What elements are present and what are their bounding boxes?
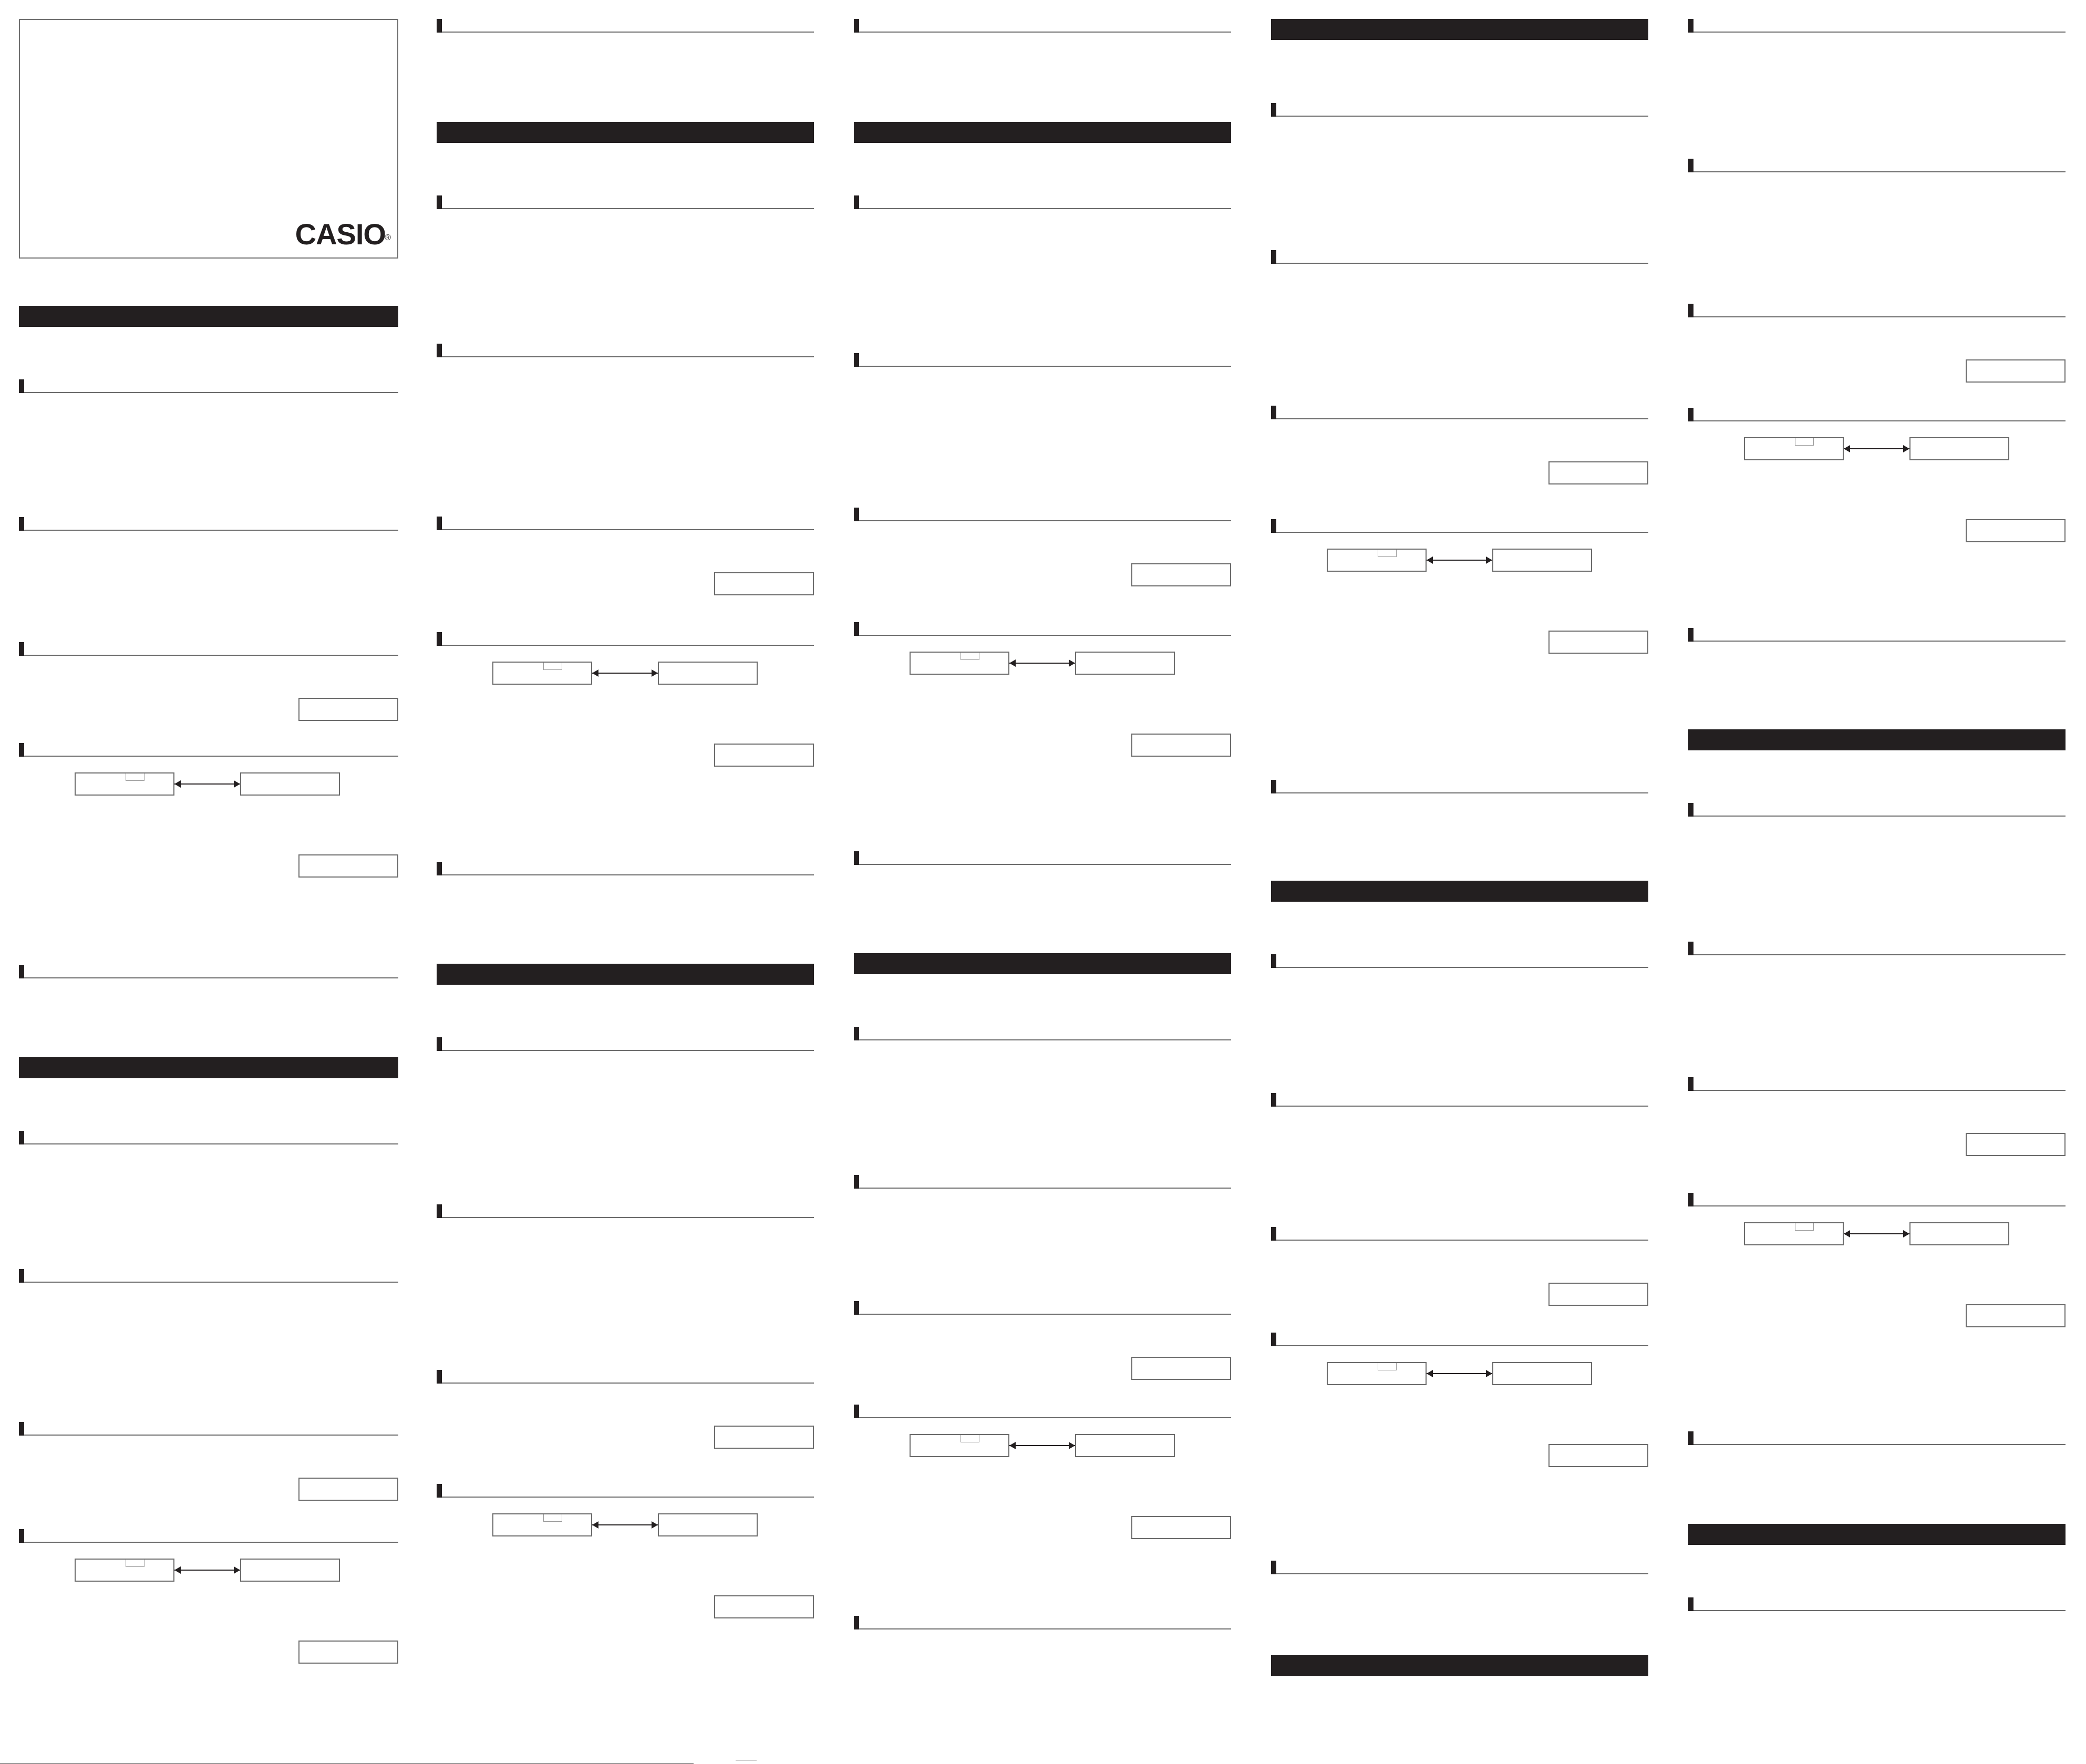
subsection-heading	[19, 1269, 398, 1283]
display-indicator	[126, 773, 144, 781]
heading-marker	[1688, 1193, 1693, 1206]
display-mode-diagram	[910, 1434, 1175, 1457]
heading-rule	[24, 655, 398, 656]
subsection-heading	[1271, 250, 1648, 264]
heading-rule	[24, 1542, 398, 1543]
display-box-right	[1492, 1362, 1592, 1385]
heading-marker	[1271, 1227, 1276, 1241]
display-box-right	[240, 772, 340, 796]
display-indicator	[1378, 1363, 1397, 1370]
display-example-box	[714, 744, 814, 767]
heading-rule	[442, 32, 814, 33]
display-box-left	[910, 1434, 1009, 1457]
section-title-bar	[1271, 881, 1648, 902]
subsection-heading	[437, 517, 814, 530]
heading-rule	[859, 208, 1231, 209]
heading-rule	[1693, 171, 2066, 172]
subsection-heading	[1271, 103, 1648, 117]
display-box-left	[1744, 1222, 1844, 1245]
heading-rule	[24, 1143, 398, 1144]
display-mode-diagram	[492, 662, 758, 685]
heading-marker	[854, 353, 859, 367]
subsection-heading	[854, 1405, 1231, 1418]
heading-rule	[859, 1628, 1231, 1629]
display-mode-diagram	[1744, 1222, 2009, 1245]
double-arrow-icon	[1844, 1233, 1909, 1234]
heading-marker	[437, 19, 442, 33]
subsection-heading	[19, 965, 398, 978]
heading-marker	[437, 1204, 442, 1218]
heading-marker	[1688, 803, 1693, 817]
display-example-box	[1131, 563, 1231, 586]
display-example-box	[1131, 734, 1231, 757]
heading-marker	[854, 622, 859, 636]
heading-marker	[1688, 628, 1693, 642]
heading-marker	[1688, 1597, 1693, 1611]
heading-marker	[19, 642, 24, 656]
heading-marker	[854, 851, 859, 865]
display-box-left	[1744, 437, 1844, 460]
heading-rule	[24, 392, 398, 393]
subsection-heading	[437, 344, 814, 357]
subsection-heading	[854, 851, 1231, 865]
display-mode-diagram	[1327, 1362, 1592, 1385]
heading-marker	[19, 379, 24, 393]
display-indicator	[961, 653, 979, 660]
display-example-box	[1131, 1516, 1231, 1539]
subsection-heading	[1271, 954, 1648, 968]
heading-marker	[437, 344, 442, 357]
cover-panel	[19, 19, 398, 259]
subsection-heading	[854, 353, 1231, 367]
heading-rule	[859, 1417, 1231, 1418]
section-title-bar	[1688, 729, 2066, 750]
registered-mark: ®	[385, 233, 391, 242]
heading-marker	[1271, 103, 1276, 117]
heading-marker	[854, 1405, 859, 1418]
heading-marker	[1271, 780, 1276, 793]
subsection-heading	[854, 195, 1231, 209]
subsection-heading	[437, 1484, 814, 1498]
heading-rule	[442, 874, 814, 875]
subsection-heading	[19, 1131, 398, 1144]
heading-marker	[1688, 1431, 1693, 1445]
heading-rule	[859, 1314, 1231, 1315]
double-arrow-icon	[1009, 663, 1075, 664]
heading-marker	[437, 517, 442, 530]
display-indicator	[543, 663, 562, 670]
display-example-box	[298, 854, 398, 878]
heading-marker	[1271, 406, 1276, 419]
section-title-bar	[854, 122, 1231, 143]
section-title-bar	[854, 953, 1231, 974]
heading-marker	[1271, 250, 1276, 264]
display-mode-diagram	[75, 772, 340, 796]
subsection-heading	[19, 517, 398, 531]
subsection-heading	[854, 19, 1231, 33]
subsection-heading	[19, 642, 398, 656]
display-indicator	[1795, 438, 1814, 446]
subsection-heading	[437, 1370, 814, 1384]
subsection-heading	[1271, 519, 1648, 533]
heading-marker	[854, 508, 859, 521]
heading-marker	[1271, 1093, 1276, 1107]
display-mode-diagram	[75, 1559, 340, 1582]
heading-rule	[1276, 1240, 1648, 1241]
display-example-box	[1548, 1283, 1648, 1306]
heading-marker	[1271, 1561, 1276, 1574]
casio-logo: CASIO	[295, 218, 386, 251]
heading-marker	[1688, 19, 1693, 33]
subsection-heading	[1271, 1333, 1648, 1346]
section-title-bar	[437, 122, 814, 143]
display-box-left	[492, 1513, 592, 1536]
display-box-left	[1327, 549, 1427, 572]
heading-marker	[854, 1616, 859, 1629]
section-title-bar	[1271, 19, 1648, 40]
subsection-heading	[1271, 780, 1648, 793]
heading-rule	[859, 1188, 1231, 1189]
subsection-heading	[19, 379, 398, 393]
heading-marker	[437, 1484, 442, 1498]
subsection-heading	[1688, 304, 2066, 317]
subsection-heading	[854, 1301, 1231, 1315]
heading-marker	[437, 195, 442, 209]
display-example-box	[298, 1478, 398, 1501]
heading-rule	[442, 1383, 814, 1384]
display-example-box	[714, 1595, 814, 1618]
double-arrow-icon	[1009, 1445, 1075, 1446]
subsection-heading	[854, 1175, 1231, 1189]
heading-rule	[442, 529, 814, 530]
subsection-heading	[854, 622, 1231, 636]
heading-marker	[854, 195, 859, 209]
heading-marker	[19, 517, 24, 531]
display-box-right	[1075, 1434, 1175, 1457]
subsection-heading	[1688, 1077, 2066, 1091]
heading-rule	[1693, 954, 2066, 955]
heading-marker	[19, 1422, 24, 1436]
heading-rule	[1276, 532, 1648, 533]
display-box-left	[910, 652, 1009, 675]
subsection-heading	[437, 195, 814, 209]
subsection-heading	[1688, 19, 2066, 33]
display-box-right	[658, 662, 758, 685]
display-example-box	[1548, 631, 1648, 654]
heading-marker	[1271, 519, 1276, 533]
subsection-heading	[1688, 942, 2066, 955]
heading-marker	[854, 1301, 859, 1315]
display-box-left	[492, 662, 592, 685]
double-arrow-icon	[592, 673, 658, 674]
section-title-bar	[19, 1057, 398, 1078]
heading-rule	[1276, 116, 1648, 117]
subsection-heading	[437, 1204, 814, 1218]
display-box-left	[75, 1559, 174, 1582]
subsection-heading	[19, 1529, 398, 1543]
subsection-heading	[19, 1422, 398, 1436]
display-mode-diagram	[910, 652, 1175, 675]
heading-rule	[1693, 32, 2066, 33]
display-mode-diagram	[492, 1513, 758, 1536]
heading-marker	[19, 1269, 24, 1283]
display-mode-diagram	[1744, 437, 2009, 460]
heading-marker	[1271, 954, 1276, 968]
subsection-heading	[1688, 1193, 2066, 1206]
heading-marker	[854, 1027, 859, 1040]
subsection-heading	[1688, 628, 2066, 642]
heading-rule	[1693, 816, 2066, 817]
heading-rule	[442, 1497, 814, 1498]
display-box-left	[1327, 1362, 1427, 1385]
display-example-box	[714, 572, 814, 595]
heading-marker	[437, 1370, 442, 1384]
heading-rule	[1276, 1345, 1648, 1346]
double-arrow-icon	[174, 783, 240, 785]
subsection-heading	[854, 508, 1231, 521]
heading-rule	[1276, 967, 1648, 968]
section-title-bar	[1271, 1655, 1648, 1676]
display-box-right	[240, 1559, 340, 1582]
display-example-box	[1131, 1357, 1231, 1380]
heading-marker	[854, 1175, 859, 1189]
display-indicator	[961, 1435, 979, 1442]
display-example-box	[1966, 359, 2066, 383]
heading-rule	[1276, 1573, 1648, 1574]
heading-rule	[859, 864, 1231, 865]
heading-rule	[1693, 1090, 2066, 1091]
section-title-bar	[1688, 1524, 2066, 1545]
heading-rule	[1276, 418, 1648, 419]
double-arrow-icon	[1427, 1373, 1492, 1374]
display-box-right	[1075, 652, 1175, 675]
heading-rule	[1693, 1444, 2066, 1445]
display-example-box	[1548, 1444, 1648, 1467]
display-indicator	[1378, 550, 1397, 557]
heading-rule	[24, 756, 398, 757]
heading-marker	[1688, 942, 1693, 955]
display-example-box	[714, 1426, 814, 1449]
section-title-bar	[437, 964, 814, 985]
subsection-heading	[1688, 1597, 2066, 1611]
heading-rule	[442, 645, 814, 646]
heading-marker	[19, 743, 24, 757]
heading-rule	[1276, 263, 1648, 264]
heading-marker	[19, 965, 24, 978]
display-example-box	[1966, 1304, 2066, 1327]
display-example-box	[1966, 519, 2066, 542]
heading-marker	[1688, 1077, 1693, 1091]
heading-rule	[442, 1050, 814, 1051]
heading-rule	[1693, 641, 2066, 642]
heading-rule	[859, 366, 1231, 367]
heading-marker	[437, 632, 442, 646]
heading-rule	[1276, 1106, 1648, 1107]
heading-rule	[1693, 316, 2066, 317]
subsection-heading	[437, 1037, 814, 1051]
heading-rule	[442, 208, 814, 209]
display-indicator	[126, 1560, 144, 1567]
heading-marker	[1688, 304, 1693, 317]
display-box-right	[1909, 437, 2009, 460]
display-mode-diagram	[1327, 549, 1592, 572]
subsection-heading	[437, 862, 814, 875]
double-arrow-icon	[592, 1524, 658, 1525]
heading-marker	[854, 19, 859, 33]
display-box-right	[658, 1513, 758, 1536]
display-example-box	[1548, 461, 1648, 484]
heading-marker	[437, 1037, 442, 1051]
subsection-heading	[1688, 803, 2066, 817]
heading-marker	[1688, 408, 1693, 421]
subsection-heading	[1271, 1093, 1648, 1107]
subsection-heading	[1271, 1561, 1648, 1574]
subsection-heading	[437, 19, 814, 33]
subsection-heading	[1688, 159, 2066, 172]
double-arrow-icon	[1844, 448, 1909, 449]
heading-marker	[437, 862, 442, 875]
heading-marker	[19, 1529, 24, 1543]
heading-rule	[1693, 1610, 2066, 1611]
heading-rule	[1693, 420, 2066, 421]
section-title-bar	[19, 306, 398, 327]
heading-rule	[442, 356, 814, 357]
heading-rule	[442, 1217, 814, 1218]
display-example-box	[298, 698, 398, 721]
subsection-heading	[437, 632, 814, 646]
subsection-heading	[1688, 408, 2066, 421]
heading-rule	[859, 520, 1231, 521]
display-box-right	[1492, 549, 1592, 572]
heading-rule	[24, 1282, 398, 1283]
subsection-heading	[854, 1616, 1231, 1629]
display-example-box	[298, 1641, 398, 1664]
heading-rule	[1276, 792, 1648, 793]
heading-marker	[1688, 159, 1693, 172]
display-indicator	[1795, 1223, 1814, 1231]
display-example-box	[1966, 1133, 2066, 1156]
heading-rule	[859, 1039, 1231, 1040]
heading-rule	[24, 977, 398, 978]
heading-rule	[24, 530, 398, 531]
heading-marker	[1271, 1333, 1276, 1346]
double-arrow-icon	[1427, 560, 1492, 561]
display-box-left	[75, 772, 174, 796]
heading-rule	[859, 32, 1231, 33]
subsection-heading	[19, 743, 398, 757]
double-arrow-icon	[174, 1570, 240, 1571]
heading-rule	[24, 1435, 398, 1436]
subsection-heading	[1271, 1227, 1648, 1241]
subsection-heading	[1688, 1431, 2066, 1445]
subsection-heading	[1271, 406, 1648, 419]
heading-marker	[19, 1131, 24, 1144]
heading-rule	[859, 635, 1231, 636]
display-indicator	[543, 1514, 562, 1522]
heading-rule	[1693, 1205, 2066, 1206]
page-footer-mark	[736, 1760, 757, 1761]
display-box-right	[1909, 1222, 2009, 1245]
subsection-heading	[854, 1027, 1231, 1040]
